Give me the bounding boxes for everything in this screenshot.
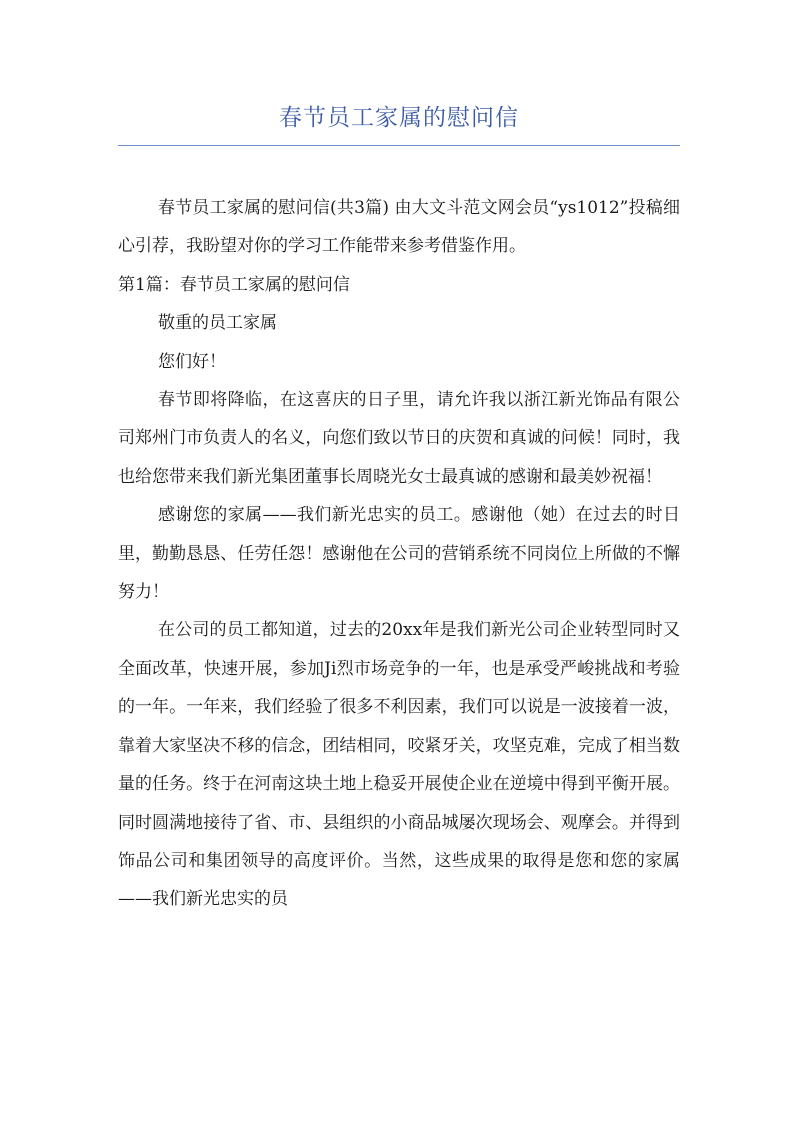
body-paragraph: 春节即将降临，在这喜庆的日子里，请允许我以浙江新光饰品有限公司郑州门市负责人的名义，向您们致以节日的庆贺和真诚的问候！同时，我也给您带来我们新光集团董事长周晓光女士最真诚的感谢和最美妙祝福！ <box>118 390 680 487</box>
document-title: 春节员工家属的慰问信 <box>279 105 519 131</box>
body-paragraph: 在公司的员工都知道，过去的20xx年是我们新光公司企业转型同时又全面改革，快速开展，参加Ji烈市场竞争的一年，也是承受严峻挑战和考验的一年。一年来，我们经验了很多不利因素，我们可以说是一波接着一波，靠着大家坚决不移的信念，团结相同，咬紧牙关，攻坚克难，完成了相当数量的任务。终于在河南这块土地上稳妥开展使企业在逆境中得到平衡开展。同时圆满地接待了省、市、县组织的小商品城屡次现场会、观摩会。并得到饰品公司和集团领导的高度评价。当然，这些成果的取得是您和您的家属——我们新光忠实的员 <box>118 620 680 910</box>
document-body <box>118 189 680 919</box>
body-paragraph: 感谢您的家属——我们新光忠实的员工。感谢他（她）在过去的时日里，勤勤恳恳、任劳任怨！感谢他在公司的营销系统不同岗位上所做的不懈努力！ <box>118 505 680 603</box>
salutation: 敬重的员工家属 <box>158 313 277 334</box>
title-divider <box>118 145 680 146</box>
section-heading: 第1篇：春节员工家属的慰问信 <box>118 274 350 295</box>
intro-paragraph: 春节员工家属的慰问信(共3篇) 由大文斗范文网会员“ys1012”投稿细心引荐，我盼望对你的学习工作能带来参考借鉴作用。 <box>118 198 680 257</box>
greeting: 您们好！ <box>158 351 226 372</box>
